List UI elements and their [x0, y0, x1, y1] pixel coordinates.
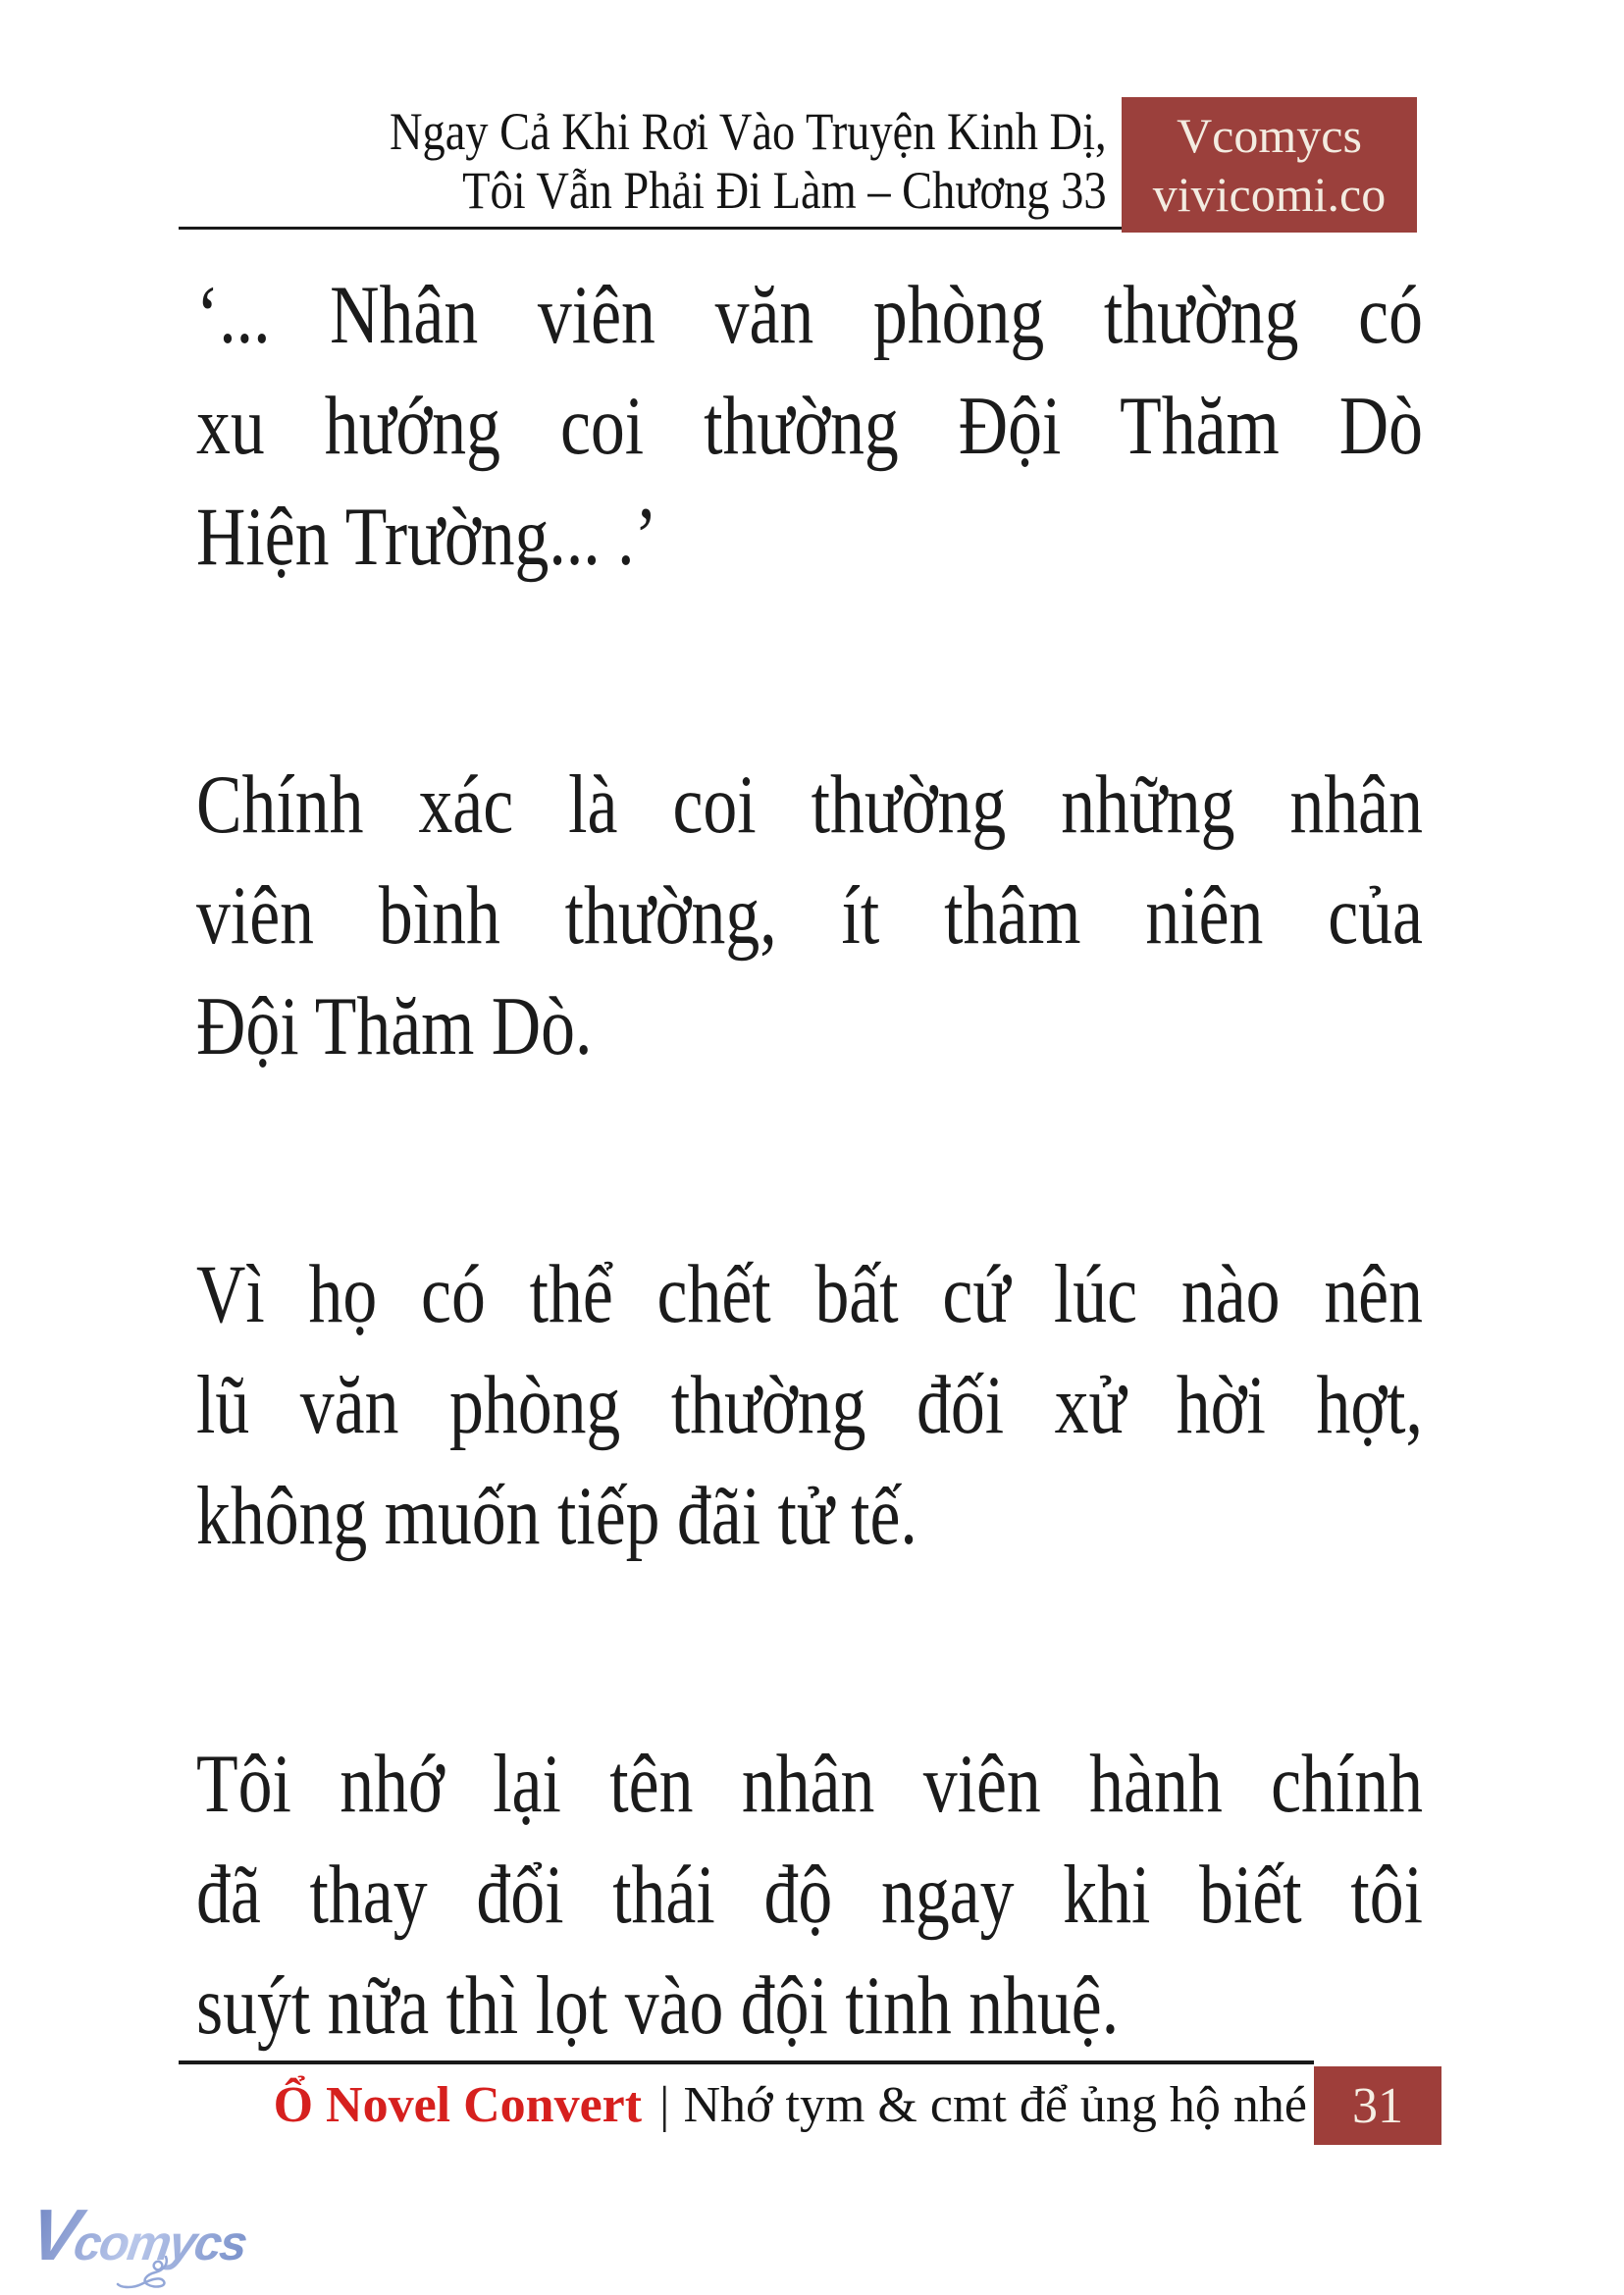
header-divider [179, 227, 1122, 230]
vcomycs-logo-text: Vcomycs [26, 2204, 271, 2274]
paragraph-line: Đội Thăm Dò. [196, 980, 593, 1072]
page-number-badge [1314, 2066, 1441, 2145]
page-number: 31 [1352, 2077, 1403, 2134]
brand-box [1122, 97, 1417, 233]
brand-name: Vcomycs [1177, 108, 1362, 163]
paragraph-line: Vì họ có thể chết bất cứ lúc nào nên [196, 1248, 1423, 1340]
rose-doodle-icon [112, 2255, 200, 2290]
paragraph-line: Chính xác là coi thường những nhân [196, 758, 1423, 851]
paragraph [196, 1239, 1423, 1572]
paragraph-line: xu hướng coi thường Đội Thăm Dò [196, 380, 1423, 472]
paragraph-line: lũ văn phòng thường đối xử hời hợt, [196, 1359, 1423, 1451]
paragraph-line: đã thay đổi thái độ ngay khi biết tôi [196, 1849, 1423, 1941]
paragraph [196, 750, 1423, 1082]
paragraph [196, 1729, 1423, 2061]
paragraph-line: viên bình thường, ít thâm niên của [196, 869, 1423, 962]
body-text [196, 260, 1423, 2061]
vcomycs-logo [25, 2194, 261, 2292]
footer-brand: Ổ Novel Convert [273, 2077, 643, 2133]
paragraph-line: ‘... Nhân viên văn phòng thường có [196, 269, 1423, 361]
page-title-line1: Ngay Cả Khi Rơi Vào Truyện Kinh Dị, [390, 102, 1107, 161]
paragraph-line: Tôi nhớ lại tên nhân viên hành chính [196, 1738, 1423, 1830]
paragraph-line: suýt nữa thì lọt vào đội tinh nhuệ. [196, 1959, 1120, 2052]
page-title [390, 102, 1107, 220]
paragraph-line: không muốn tiếp đãi tử tế. [196, 1470, 917, 1562]
paragraph-line: Hiện Trường... .’ [196, 491, 657, 583]
page-title-line2: Tôi Vẫn Phải Đi Làm – Chương 33 [462, 161, 1107, 220]
footer-separator: | [659, 2077, 670, 2133]
footer-message: Nhớ tym & cmt để ủng hộ nhé [683, 2077, 1307, 2133]
brand-site: vivicomi.co [1152, 167, 1387, 222]
footer-credit [274, 2074, 1307, 2137]
footer-divider [179, 2060, 1314, 2064]
paragraph [196, 260, 1423, 593]
